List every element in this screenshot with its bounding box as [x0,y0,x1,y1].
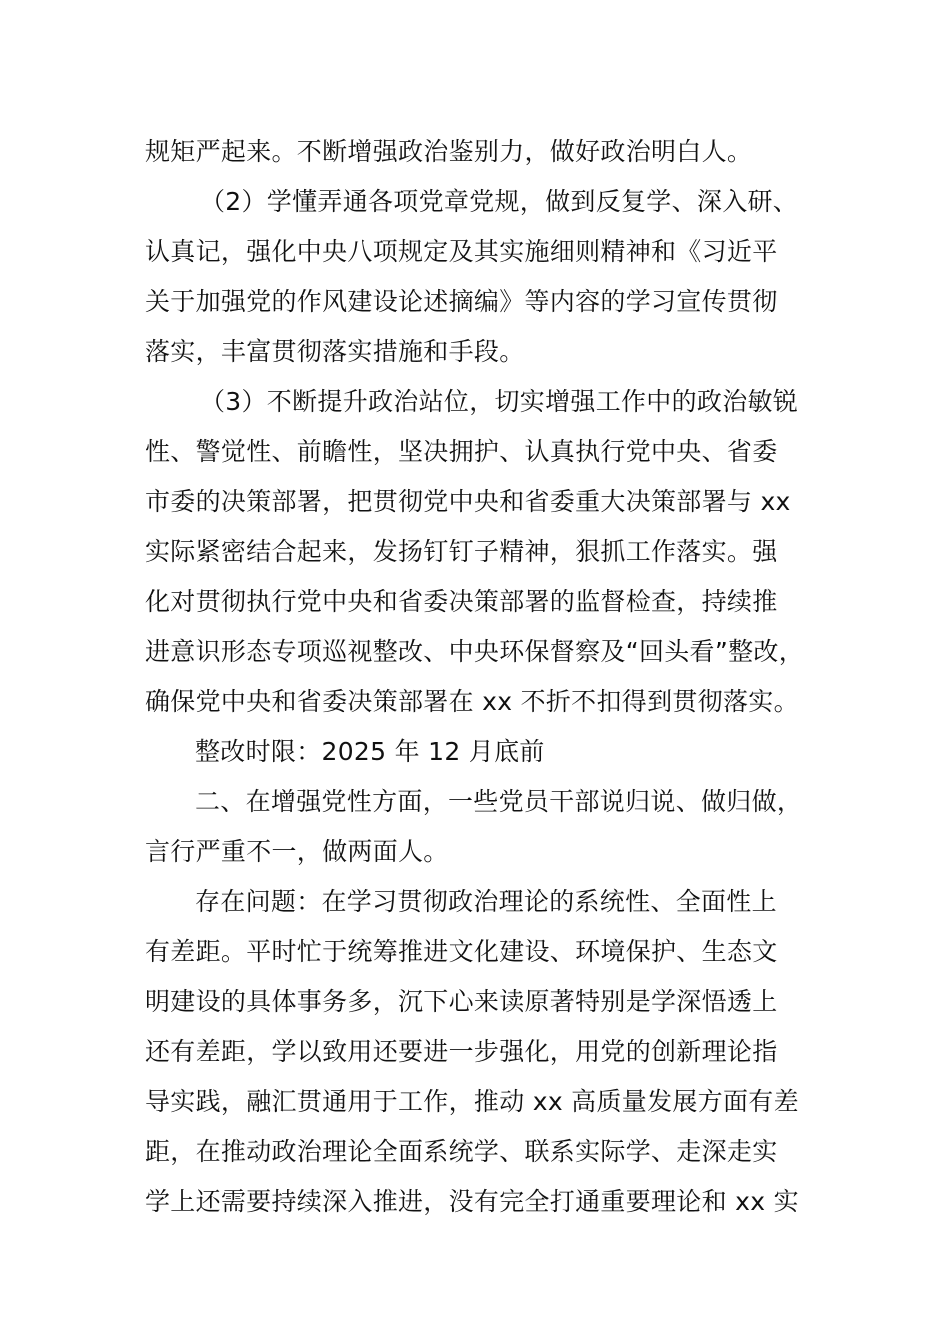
text-line: 明建设的具体事务多，沉下心来读原著特别是学深悟透上 [145,987,778,1016]
text-line: 存在问题：在学习贯彻政治理论的系统性、全面性上 [195,887,777,916]
text-line: 性、警觉性、前瞻性，坚决拥护、认真执行党中央、省委 [145,437,778,466]
text-line: 关于加强党的作风建设论述摘编》等内容的学习宣传贯彻 [145,287,778,316]
text-line: （2）学懂弄通各项党章党规，做到反复学、深入研、 [200,187,799,216]
text-line: 学上还需要持续深入推进，没有完全打通重要理论和 xx 实 [145,1187,799,1216]
text-line: 市委的决策部署，把贯彻党中央和省委重大决策部署与 xx [145,487,791,516]
text-line: 进意识形态专项巡视整改、中央环保督察及“回头看”整改， [145,637,805,666]
text-line: 二、在增强党性方面，一些党员干部说归说、做归做， [195,787,803,816]
text-line: 规矩严起来。不断增强政治鉴别力，做好政治明白人。 [145,137,753,166]
text-line: 化对贯彻执行党中央和省委决策部署的监督检查，持续推 [145,587,778,616]
text-line: （3）不断提升政治站位，切实增强工作中的政治敏锐 [200,387,799,416]
text-line: 有差距。平时忙于统筹推进文化建设、环境保护、生态文 [145,937,778,966]
text-line: 认真记，强化中央八项规定及其实施细则精神和《习近平 [145,237,778,266]
text-line: 距，在推动政治理论全面系统学、联系实际学、走深走实 [145,1137,778,1166]
text-line: 确保党中央和省委决策部署在 xx 不折不扣得到贯彻落实。 [145,687,799,716]
text-line: 导实践，融汇贯通用于工作，推动 xx 高质量发展方面有差 [145,1087,799,1116]
text-line: 还有差距，学以致用还要进一步强化，用党的创新理论指 [145,1037,778,1066]
text-line: 实际紧密结合起来，发扬钉钉子精神，狠抓工作落实。强 [145,537,778,566]
text-line: 整改时限：2025 年 12 月底前 [195,737,545,766]
text-line: 言行严重不一，做两面人。 [145,837,449,866]
text-line: 落实，丰富贯彻落实措施和手段。 [145,337,525,366]
